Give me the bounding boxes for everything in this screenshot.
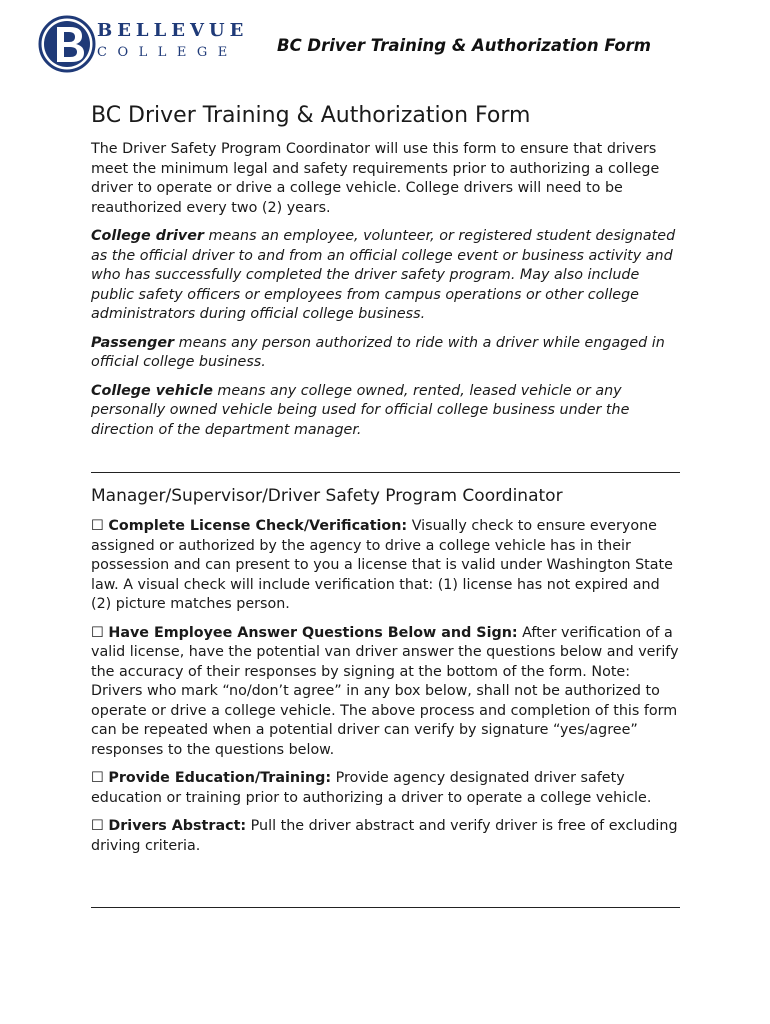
definition-term: Passenger <box>91 334 175 351</box>
checkbox-icon[interactable]: ☐ <box>91 818 104 834</box>
checkbox-icon[interactable]: ☐ <box>91 518 104 534</box>
college-logo <box>38 14 263 74</box>
checklist-item-answer-questions <box>91 624 683 761</box>
section-divider <box>91 907 680 908</box>
document-body <box>91 102 683 449</box>
checklist-item-text: Visually check to ensure everyone assigned or authorized by the agency to drive a college vehicle has in their possession and can present to you a license that is valid under Washington State law. A visual check will include verification that: (1) license has not expired and (2) picture matches person. <box>91 518 673 612</box>
checklist-item-title: Provide Education/Training: <box>108 770 332 786</box>
document-heading: BC Driver Training & Authorization Form <box>91 103 531 128</box>
definition-text: means any college owned, rented, leased vehicle or any personally owned vehicle being used for official college business under the direction of the department manager. <box>91 382 630 438</box>
checklist-item-text: After verification of a valid license, have the potential van driver answer the questions below and verify the accuracy of their responses by signing at the bottom of the form. Note: Drivers who mark “no/don’t agree” in any box below, shall not be authorized to operate or drive a college vehicle. The above process and completion of this form can be repeated when a potential driver can verify by signature “yes/agree” responses to the questions below. <box>91 624 679 758</box>
definition-text: means any person authorized to ride with a driver while engaged in official college business. <box>91 334 665 370</box>
checklist-item-education <box>91 769 683 808</box>
checklist-item-text: Provide agency designated driver safety education or training prior to authorizing a driver to operate a college vehicle. <box>91 770 652 806</box>
checklist-item-title: Have Employee Answer Questions Below and Sign: <box>108 624 518 641</box>
section-divider <box>91 472 680 473</box>
definition-term: College driver <box>91 228 204 244</box>
checkbox-icon[interactable]: ☐ <box>91 770 104 786</box>
logo-wordmark-bellevue: BELLEVUE <box>97 20 249 41</box>
header-title: BC Driver Training & Authorization Form <box>277 36 651 55</box>
checklist-item-drivers-abstract <box>91 817 683 856</box>
checklist-item-text: Pull the driver abstract and verify driver is free of excluding driving criteria. <box>91 818 678 854</box>
definition-college-vehicle <box>91 382 683 441</box>
definition-text: means an employee, volunteer, or registered student designated as the official driver to and from an official college event or business activity and who has successfully completed the driver safety program. May also include public safety officers or employees from campus operations or other college administrators during official college business. <box>91 228 676 322</box>
checklist-item-title: Complete License Check/Verification: <box>108 518 408 534</box>
page-header <box>38 14 738 76</box>
logo-wordmark-college: COLLEGE <box>97 45 238 60</box>
intro-paragraph: The Driver Safety Program Coordinator will use this form to ensure that drivers meet the minimum legal and safety requirements prior to authorizing a college driver to operate or drive a college vehicle. College drivers will need to be reauthorized every two (2) years. <box>91 141 660 216</box>
coordinator-section <box>91 484 683 865</box>
definition-college-driver <box>91 227 683 325</box>
definition-passenger <box>91 334 683 373</box>
checklist-item-license-check <box>91 517 683 615</box>
section-heading: Manager/Supervisor/Driver Safety Program Coordinator <box>91 486 563 506</box>
bellevue-b-emblem-icon <box>38 14 98 74</box>
definition-term: College vehicle <box>91 382 213 399</box>
checklist-item-title: Drivers Abstract: <box>108 818 247 834</box>
checkbox-icon[interactable]: ☐ <box>91 624 104 641</box>
